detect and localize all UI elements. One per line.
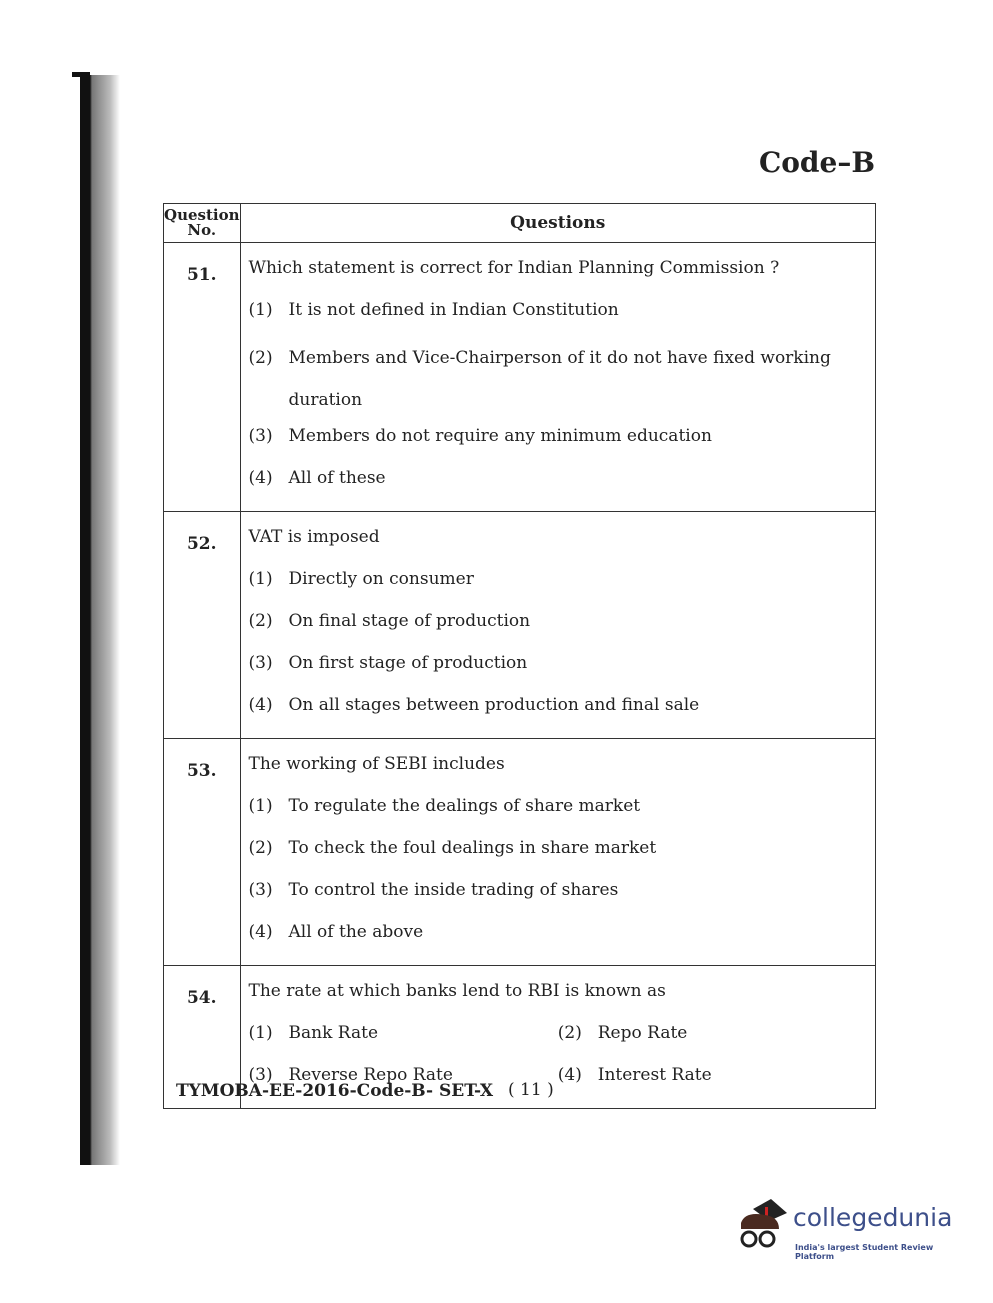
option-text: On all stages between production and final sale xyxy=(288,695,700,715)
option-number: (4) xyxy=(248,695,273,715)
scan-edge xyxy=(80,75,120,1165)
option-text: All of these xyxy=(288,468,386,488)
option-text: On final stage of production xyxy=(288,611,531,631)
scan-mark xyxy=(72,72,90,77)
option-text: It is not defined in Indian Constitution xyxy=(288,300,619,320)
option-text: Interest Rate xyxy=(597,1065,712,1085)
option-number: (3) xyxy=(248,880,273,900)
option-number: (4) xyxy=(557,1065,582,1085)
option-number: (1) xyxy=(248,1023,273,1043)
option xyxy=(249,606,868,648)
option xyxy=(249,875,868,917)
option-text: To check the foul dealings in share market xyxy=(288,838,657,858)
option xyxy=(249,791,868,833)
option-number: (3) xyxy=(248,653,273,673)
option-number: (4) xyxy=(248,922,273,942)
question-number: 52. xyxy=(164,512,241,739)
option xyxy=(249,648,868,690)
option-number: (1) xyxy=(248,796,273,816)
question-text: The rate at which banks lend to RBI is known as xyxy=(248,981,666,1001)
question-row xyxy=(164,243,876,512)
option xyxy=(249,917,868,959)
question-text: The working of SEBI includes xyxy=(248,754,505,774)
option-text: Bank Rate xyxy=(288,1023,378,1043)
collegedunia-logo xyxy=(735,1195,965,1265)
option xyxy=(249,833,868,875)
option-text: All of the above xyxy=(288,922,424,942)
option-text: To control the inside trading of shares xyxy=(288,880,619,900)
option-number: (1) xyxy=(248,300,273,320)
logo-tagline: India's largest Student Review Platform xyxy=(795,1243,934,1261)
option-number: (3) xyxy=(248,1065,273,1085)
option-text: To regulate the dealings of share market xyxy=(288,796,641,816)
option-text: Directly on consumer xyxy=(288,569,474,589)
option-number: (4) xyxy=(248,468,273,488)
paper-code: Code–B xyxy=(758,146,875,179)
mascot-icon xyxy=(735,1195,793,1265)
page-number: ( 11 ) xyxy=(508,1080,554,1100)
option xyxy=(249,463,868,505)
option-number: (2) xyxy=(248,611,273,631)
option-text: Repo Rate xyxy=(597,1023,688,1043)
option xyxy=(249,295,868,337)
option-text: Reverse Repo Rate xyxy=(288,1065,453,1085)
option xyxy=(249,421,868,463)
question-number: 51. xyxy=(164,243,241,512)
option-text: Members and Vice-Chairperson of it do not have fixed working duration xyxy=(288,348,831,410)
option-number: (1) xyxy=(248,569,273,589)
option xyxy=(249,690,868,732)
question-text: Which statement is correct for Indian Planning Commission ? xyxy=(248,258,780,278)
question-number: 54. xyxy=(164,966,241,1109)
header-question-no: Question No. xyxy=(164,204,241,243)
logo-text: collegedunia xyxy=(793,1203,953,1232)
option-number: (2) xyxy=(248,838,273,858)
option-number: (2) xyxy=(248,348,273,368)
option xyxy=(249,337,868,421)
question-row xyxy=(164,512,876,739)
footer-code: TYMOBA-EE-2016-Code-B- SET-X xyxy=(176,1081,494,1101)
questions-table xyxy=(163,203,876,1109)
option-number: (3) xyxy=(248,426,273,446)
header-questions: Questions xyxy=(240,204,876,243)
option xyxy=(249,564,868,606)
option-text: On first stage of production xyxy=(288,653,528,673)
question-number: 53. xyxy=(164,739,241,966)
option-text: Members do not require any minimum education xyxy=(288,426,712,446)
question-text: VAT is imposed xyxy=(248,527,380,547)
option-number: (2) xyxy=(557,1023,582,1043)
question-row xyxy=(164,739,876,966)
